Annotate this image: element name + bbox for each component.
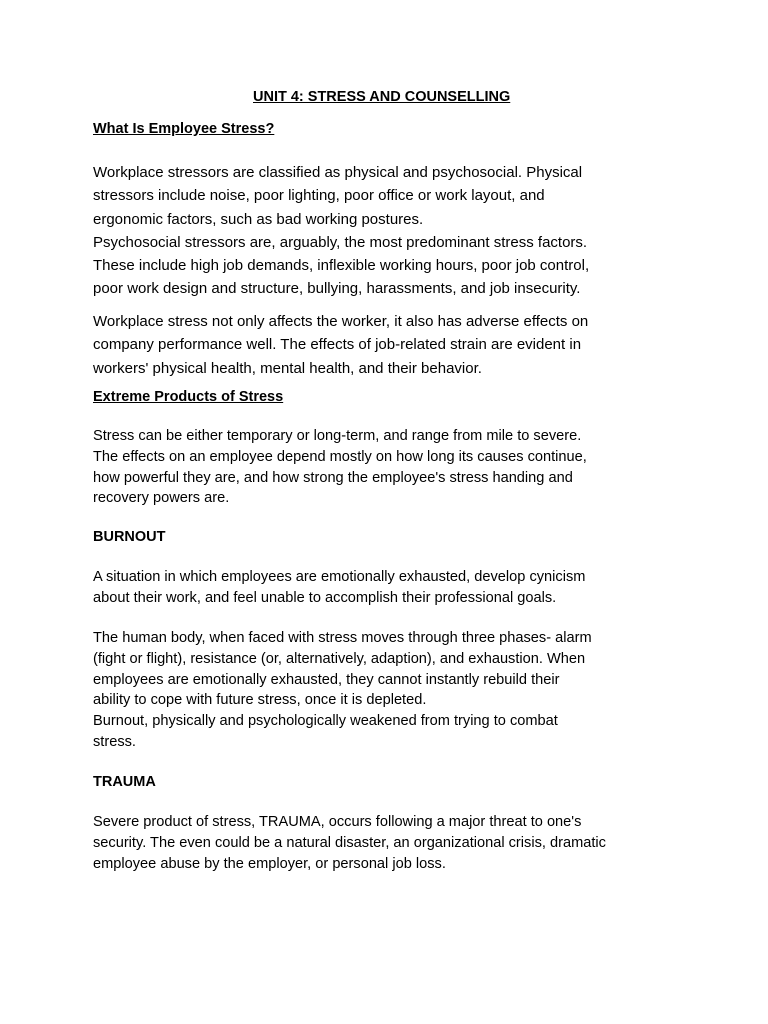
text-line: about their work, and feel unable to accomplish their professional goals. <box>93 589 557 606</box>
paragraph-burnout-phases <box>93 628 592 753</box>
text-line: workers' physical health, mental health, and their behavior. <box>93 359 482 377</box>
text-line: employee abuse by the employer, or personal job loss. <box>93 855 446 872</box>
page-title: UNIT 4: STRESS AND COUNSELLING <box>253 89 511 105</box>
paragraph-burnout-definition <box>93 567 585 609</box>
text-line: how powerful they are, and how strong the employee's stress handing and <box>93 469 573 486</box>
text-line: (fight or flight), resistance (or, alternatively, adaption), and exhaustion. When <box>93 650 586 667</box>
paragraph-stress-duration <box>93 426 587 509</box>
section-heading-employee-stress: What Is Employee Stress? <box>93 121 275 137</box>
section-heading-burnout: BURNOUT <box>93 529 166 545</box>
text-line: company performance well. The effects of job-related strain are evident in <box>93 336 582 354</box>
text-line: poor work design and structure, bullying, harassments, and job insecurity. <box>93 280 581 298</box>
text-line: Stress can be either temporary or long-term, and range from mile to severe. <box>93 428 582 444</box>
paragraph-stressors <box>93 161 589 301</box>
text-line: recovery powers are. <box>93 490 230 507</box>
text-line: Severe product of stress, TRAUMA, occurs following a major threat to one's <box>93 814 582 830</box>
text-line: security. The even could be a natural disaster, an organizational crisis, dramatic <box>93 834 606 851</box>
paragraph-effects <box>93 310 588 380</box>
text-line: These include high job demands, inflexible working hours, poor job control, <box>93 257 590 275</box>
text-line: The effects on an employee depend mostly on how long its causes continue, <box>93 448 587 465</box>
text-line: ability to cope with future stress, once it is depleted. <box>93 692 427 709</box>
text-line: stressors include noise, poor lighting, poor office or work layout, and <box>93 187 545 205</box>
text-line: The human body, when faced with stress moves through three phases- alarm <box>93 630 592 646</box>
section-heading-trauma: TRAUMA <box>93 774 156 790</box>
text-line: A situation in which employees are emotionally exhausted, develop cynicism <box>93 569 586 585</box>
text-line: employees are emotionally exhausted, they cannot instantly rebuild their <box>93 671 560 688</box>
text-line: Psychosocial stressors are, arguably, the most predominant stress factors. <box>93 233 588 251</box>
text-line: ergonomic factors, such as bad working postures. <box>93 210 424 228</box>
text-line: Burnout, physically and psychologically weakened from trying to combat <box>93 713 558 730</box>
section-heading-extreme-products: Extreme Products of Stress <box>93 389 284 405</box>
paragraph-trauma <box>93 812 606 874</box>
text-line: Workplace stress not only affects the worker, it also has adverse effects on <box>93 313 589 330</box>
text-line: stress. <box>93 733 136 750</box>
text-line: Workplace stressors are classified as physical and psychosocial. Physical <box>93 164 583 181</box>
